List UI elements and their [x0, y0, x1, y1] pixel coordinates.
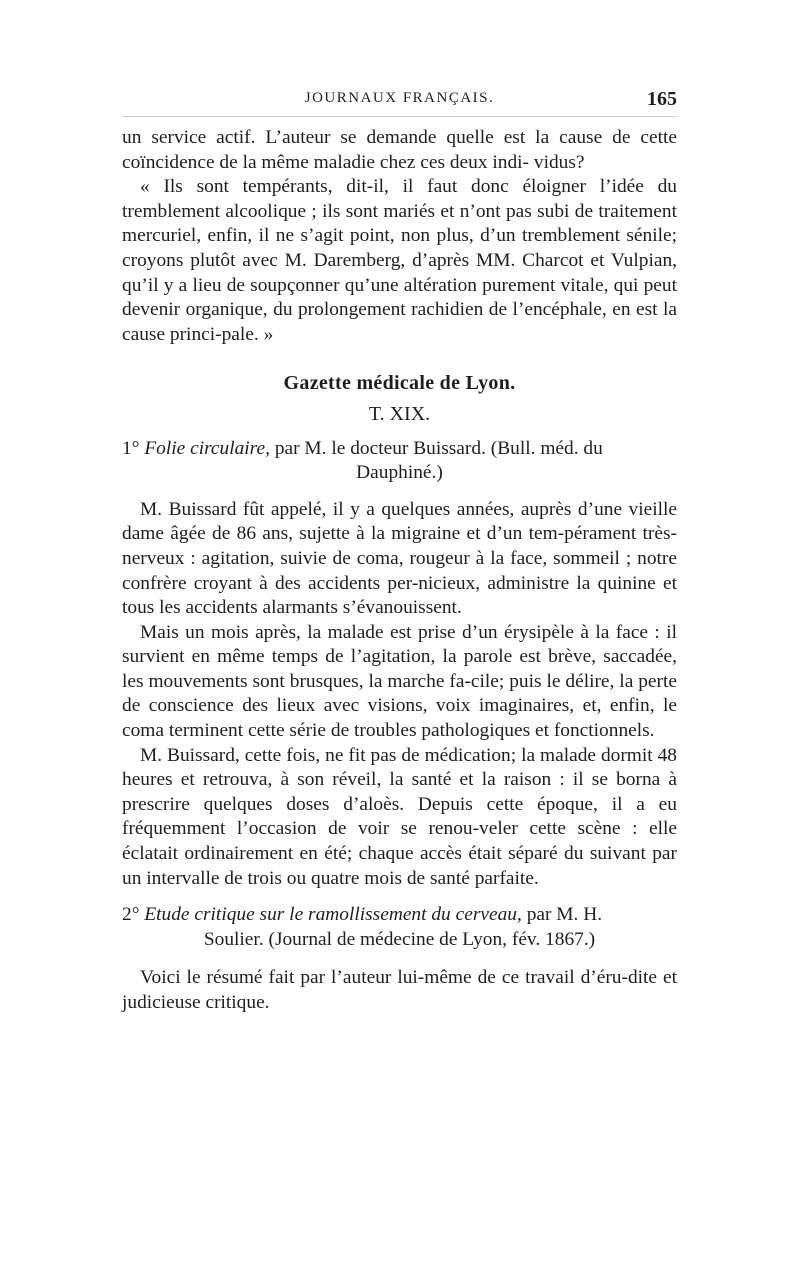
article-paragraph: Mais un mois après, la malade est prise d’un érysipèle à la face : il survient en même temps de l’agitation, la parole est brève, saccadée, les mouvements sont brusques, la marche fa-cile; puis le délire, la perte de conscience des lieux avec visions, voix imaginaires, et, enfin, le coma terminent cette série de troubles pathologiques et fonctionnels.	[122, 621, 677, 742]
running-head	[122, 88, 677, 117]
entry-author-source: par M. le docteur Buissard. (Bull. méd. du	[274, 437, 603, 459]
paragraph-line: un service actif. L’auteur se demande quelle est la cause de	[122, 127, 631, 148]
quoted-paragraph: « Ils sont tempérants, dit-il, il faut donc éloigner l’idée du tremblement alcoolique ; ils sont mariés et n’ont pas subi de traitement mercuriel, enfin, il ne s’agit point, non plus, d’un tremblement sénile; croyons plutôt avec M. Daremberg, d’après MM. Charcot et Vulpian, qu’il y a lieu de soupçonner qu’une altération purement vitale, qui peut devenir organique, du prolongement rachidien de l’encéphale, en est la cause princi-pale. »	[122, 176, 677, 345]
entry-source: Soulier. (Journal de médecine de Lyon, fév. 1867.)	[203, 928, 596, 950]
entry-number: 1°	[122, 437, 140, 459]
entry-source-continuation: Dauphiné.)	[356, 462, 443, 484]
entry-title: Folie circulaire,	[144, 437, 270, 459]
page-number: 165	[647, 88, 677, 110]
article-paragraph: Voici le résumé fait par l’auteur lui-même de ce travail d’éru-dite et judicieuse critique.	[122, 967, 677, 1013]
article-paragraph: M. Buissard, cette fois, ne fit pas de médication; la malade dormit 48 heures et retrouva, à son réveil, la santé et la raison : il se borna à prescrire quelques doses d’aloès. Depuis cette époque, il a eu fréquemment l’occasion de voir se renou-veler cette scène : elle éclatait ordinairement en été; chaque accès était séparé du suivant par un intervalle de trois ou quatre mois de santé parfaite.	[122, 744, 677, 889]
paragraph-line: vidus?	[533, 151, 585, 173]
entry-heading	[122, 903, 677, 928]
entry-number: 2°	[122, 904, 140, 926]
paragraph-line: cette coïncidence de la même maladie chez ces deux indi-	[122, 127, 677, 173]
journal-title: Gazette médicale de Lyon.	[283, 372, 516, 395]
volume-label: T. XIX.	[368, 402, 431, 425]
running-title: JOURNAUX FRANÇAIS.	[304, 90, 495, 106]
body-text	[122, 126, 677, 1016]
entry-author: par M. H.	[526, 904, 603, 926]
article-paragraph: M. Buissard fût appelé, il y a quelques années, auprès d’une vieille dame âgée de 86 ans, sujette à la migraine et d’un tem-pérament très-nerveux : agitation, suivie de coma, rougeur à la face, sommeil ; notre confrère croyant à des accidents per-nicieux, administre la quinine et tous les accidents alarmants s’évanouissent.	[122, 498, 677, 619]
paragraph-continuation	[122, 126, 677, 175]
entry-title: Etude critique sur le ramollissement du cerveau,	[144, 904, 522, 926]
entry-heading	[122, 437, 677, 462]
